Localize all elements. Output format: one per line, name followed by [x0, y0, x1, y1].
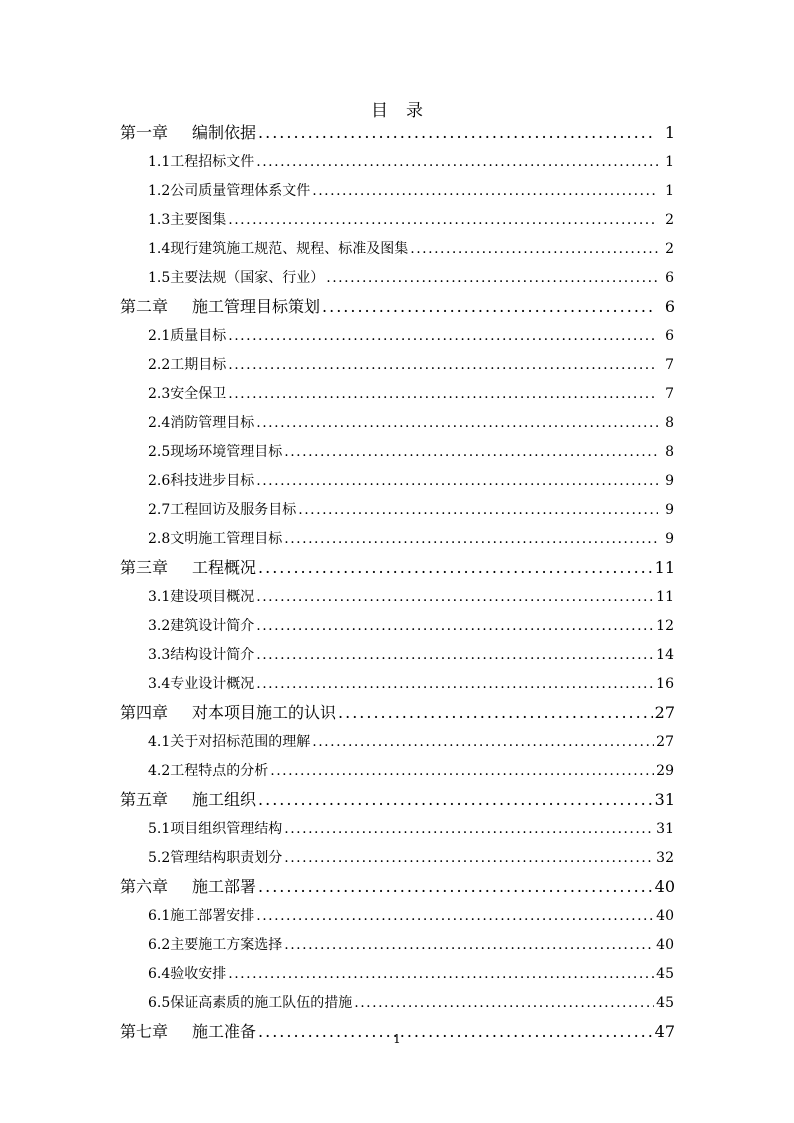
section-number: 3.1 — [148, 589, 171, 605]
dot-leader — [322, 294, 653, 320]
toc-page-number: 9 — [665, 531, 674, 547]
toc-page-number: 7 — [665, 386, 674, 402]
toc-page-number: 31 — [654, 790, 675, 809]
section-number: 3.2 — [148, 618, 171, 634]
section-number: 2.8 — [148, 531, 171, 547]
toc-page-number: 40 — [656, 908, 674, 924]
toc-entry-title: 编制依据 — [192, 123, 257, 142]
toc-section-entry[interactable] — [148, 410, 674, 436]
toc-entry-title: 施工管理目标策划 — [192, 297, 321, 316]
toc-page-number: 8 — [665, 415, 674, 431]
section-number: 5.2 — [148, 850, 171, 866]
toc-title-left: 目 — [371, 101, 388, 121]
toc-entry-title: 关于对招标范围的理解 — [170, 734, 311, 750]
toc-page-number: 32 — [656, 850, 674, 866]
section-number: 1.3 — [148, 212, 171, 228]
toc-page-number: 6 — [664, 297, 675, 316]
dot-leader — [228, 323, 658, 349]
toc-entry-title: 验收安排 — [170, 966, 227, 982]
dot-leader — [410, 236, 658, 262]
dot-leader — [256, 584, 654, 610]
toc-page-number: 2 — [665, 241, 674, 257]
toc-page-number: 1 — [665, 183, 674, 199]
toc-chapter-entry[interactable] — [120, 787, 675, 813]
toc-section-entry[interactable] — [148, 381, 674, 407]
section-number: 4.1 — [148, 734, 171, 750]
dot-leader — [258, 120, 653, 146]
dot-leader — [284, 845, 654, 871]
toc-page-number: 7 — [665, 357, 674, 373]
toc-section-entry[interactable] — [148, 178, 674, 204]
toc-section-entry[interactable] — [148, 468, 674, 494]
section-number: 5.1 — [148, 821, 171, 837]
section-number: 2.2 — [148, 357, 171, 373]
toc-section-entry[interactable] — [148, 497, 674, 523]
toc-section-entry[interactable] — [148, 584, 674, 610]
toc-entry-title: 主要法规（国家、行业） — [170, 270, 325, 286]
section-number: 2.6 — [148, 473, 171, 489]
toc-page-number: 11 — [654, 558, 675, 577]
toc-section-entry[interactable] — [148, 642, 674, 668]
toc-entry-title: 工程概况 — [192, 558, 257, 577]
page-footer-number: 1 — [393, 1032, 401, 1046]
toc-entry-title: 专业设计概况 — [170, 676, 255, 692]
chapter-label: 第二章 — [120, 297, 169, 316]
section-number: 2.3 — [148, 386, 171, 402]
dot-leader — [256, 903, 654, 929]
toc-page-number: 12 — [656, 618, 674, 634]
toc-page-number: 11 — [656, 589, 674, 605]
toc-page-number: 6 — [665, 328, 674, 344]
dot-leader — [258, 874, 653, 900]
toc-section-entry[interactable] — [148, 265, 674, 291]
toc-page-number: 8 — [665, 444, 674, 460]
toc-section-entry[interactable] — [148, 149, 674, 175]
toc-page-number: 45 — [656, 966, 674, 982]
toc-entry-title: 施工部署安排 — [170, 908, 255, 924]
toc-page-number: 1 — [665, 154, 674, 170]
toc-page-number: 45 — [656, 995, 674, 1011]
dot-leader — [284, 526, 658, 552]
dot-leader — [312, 729, 654, 755]
toc-entry-title: 现行建筑施工规范、规程、标准及图集 — [170, 241, 409, 257]
toc-entry-title: 管理结构职责划分 — [170, 850, 283, 866]
toc-entry-title: 建筑设计简介 — [170, 618, 255, 634]
toc-chapter-entry[interactable] — [120, 700, 675, 726]
toc-chapter-entry[interactable] — [120, 294, 675, 320]
dot-leader — [338, 700, 653, 726]
chapter-label: 第六章 — [120, 877, 169, 896]
toc-page-number: 14 — [656, 647, 674, 663]
chapter-label: 第四章 — [120, 703, 169, 722]
toc-section-entry[interactable] — [148, 323, 674, 349]
section-number: 6.4 — [148, 966, 171, 982]
toc-section-entry[interactable] — [148, 845, 674, 871]
dot-leader — [256, 642, 654, 668]
toc-title-right: 录 — [406, 101, 423, 121]
section-number: 2.1 — [148, 328, 171, 344]
toc-entry-title: 科技进步目标 — [170, 473, 255, 489]
dot-leader — [270, 758, 654, 784]
dot-leader — [298, 497, 658, 523]
toc-entry-title: 文明施工管理目标 — [170, 531, 283, 547]
toc-entry-title: 施工准备 — [192, 1022, 257, 1041]
toc-page-number: 31 — [656, 821, 674, 837]
dot-leader — [228, 961, 654, 987]
toc-page-number: 27 — [656, 734, 674, 750]
dot-leader — [258, 555, 653, 581]
toc-page-number: 6 — [665, 270, 674, 286]
toc-section-entry[interactable] — [148, 990, 674, 1016]
toc-page-number: 9 — [665, 502, 674, 518]
dot-leader — [256, 410, 658, 436]
section-number: 6.5 — [148, 995, 171, 1011]
toc-entry-title: 工程招标文件 — [170, 154, 255, 170]
toc-chapter-entry[interactable] — [120, 555, 675, 581]
toc-entry-title: 现场环境管理目标 — [170, 444, 283, 460]
chapter-label: 第三章 — [120, 558, 169, 577]
dot-leader — [312, 178, 658, 204]
dot-leader — [354, 990, 654, 1016]
toc-entry-title: 结构设计简介 — [170, 647, 255, 663]
toc-entry-title: 建设项目概况 — [170, 589, 255, 605]
toc-entry-title: 安全保卫 — [170, 386, 227, 402]
toc-entry-title: 工程特点的分析 — [170, 763, 269, 779]
toc-section-entry[interactable] — [148, 439, 674, 465]
dot-leader — [228, 207, 658, 233]
toc-page-number: 27 — [654, 703, 675, 722]
dot-leader — [284, 816, 654, 842]
toc-page-number: 47 — [654, 1022, 675, 1041]
toc-entry-title: 质量目标 — [170, 328, 227, 344]
toc-section-entry[interactable] — [148, 613, 674, 639]
dot-leader — [258, 787, 653, 813]
toc-section-entry[interactable] — [148, 671, 674, 697]
toc-section-entry[interactable] — [148, 758, 674, 784]
toc-title — [0, 96, 794, 121]
toc-entry-title: 公司质量管理体系文件 — [170, 183, 311, 199]
dot-leader — [256, 613, 654, 639]
toc-section-entry[interactable] — [148, 816, 674, 842]
section-number: 2.5 — [148, 444, 171, 460]
dot-leader — [256, 468, 658, 494]
toc-entry-title: 保证高素质的施工队伍的措施 — [170, 995, 353, 1011]
section-number: 4.2 — [148, 763, 171, 779]
toc-entry-title: 工程回访及服务目标 — [170, 502, 297, 518]
section-number: 2.4 — [148, 415, 171, 431]
toc-entry-title: 项目组织管理结构 — [170, 821, 283, 837]
chapter-label: 第一章 — [120, 123, 169, 142]
dot-leader — [228, 352, 658, 378]
toc-page-number: 16 — [656, 676, 674, 692]
toc-section-entry[interactable] — [148, 352, 674, 378]
toc-entry-title: 工期目标 — [170, 357, 227, 373]
toc-entry-title: 消防管理目标 — [170, 415, 255, 431]
toc-page-number: 9 — [665, 473, 674, 489]
section-number: 1.4 — [148, 241, 171, 257]
toc-page-number: 1 — [664, 123, 675, 142]
toc-section-entry[interactable] — [148, 526, 674, 552]
dot-leader — [284, 932, 654, 958]
toc-page-number: 2 — [665, 212, 674, 228]
dot-leader — [284, 439, 658, 465]
toc-section-entry[interactable] — [148, 236, 674, 262]
toc-section-entry[interactable] — [148, 729, 674, 755]
toc-page-number: 40 — [656, 937, 674, 953]
toc-entry-title: 主要施工方案选择 — [170, 937, 283, 953]
section-number: 3.3 — [148, 647, 171, 663]
dot-leader — [256, 149, 658, 175]
chapter-label: 第五章 — [120, 790, 169, 809]
toc-page-number: 29 — [656, 763, 674, 779]
section-number: 1.5 — [148, 270, 171, 286]
dot-leader — [228, 381, 658, 407]
toc-entry-title: 对本项目施工的认识 — [192, 703, 337, 722]
section-number: 1.1 — [148, 154, 171, 170]
chapter-label: 第七章 — [120, 1022, 169, 1041]
toc-section-entry[interactable] — [148, 932, 674, 958]
dot-leader — [326, 265, 658, 291]
toc-section-entry[interactable] — [148, 207, 674, 233]
toc-entry-title: 施工部署 — [192, 877, 257, 896]
toc-entry-title: 主要图集 — [170, 212, 227, 228]
toc-entry-title: 施工组织 — [192, 790, 257, 809]
toc-page-number: 40 — [654, 877, 675, 896]
dot-leader — [256, 671, 654, 697]
toc-section-entry[interactable] — [148, 961, 674, 987]
section-number: 2.7 — [148, 502, 171, 518]
section-number: 6.1 — [148, 908, 171, 924]
toc-section-entry[interactable] — [148, 903, 674, 929]
section-number: 1.2 — [148, 183, 171, 199]
toc-chapter-entry[interactable] — [120, 874, 675, 900]
section-number: 6.2 — [148, 937, 171, 953]
toc-chapter-entry[interactable] — [120, 120, 675, 146]
section-number: 3.4 — [148, 676, 171, 692]
